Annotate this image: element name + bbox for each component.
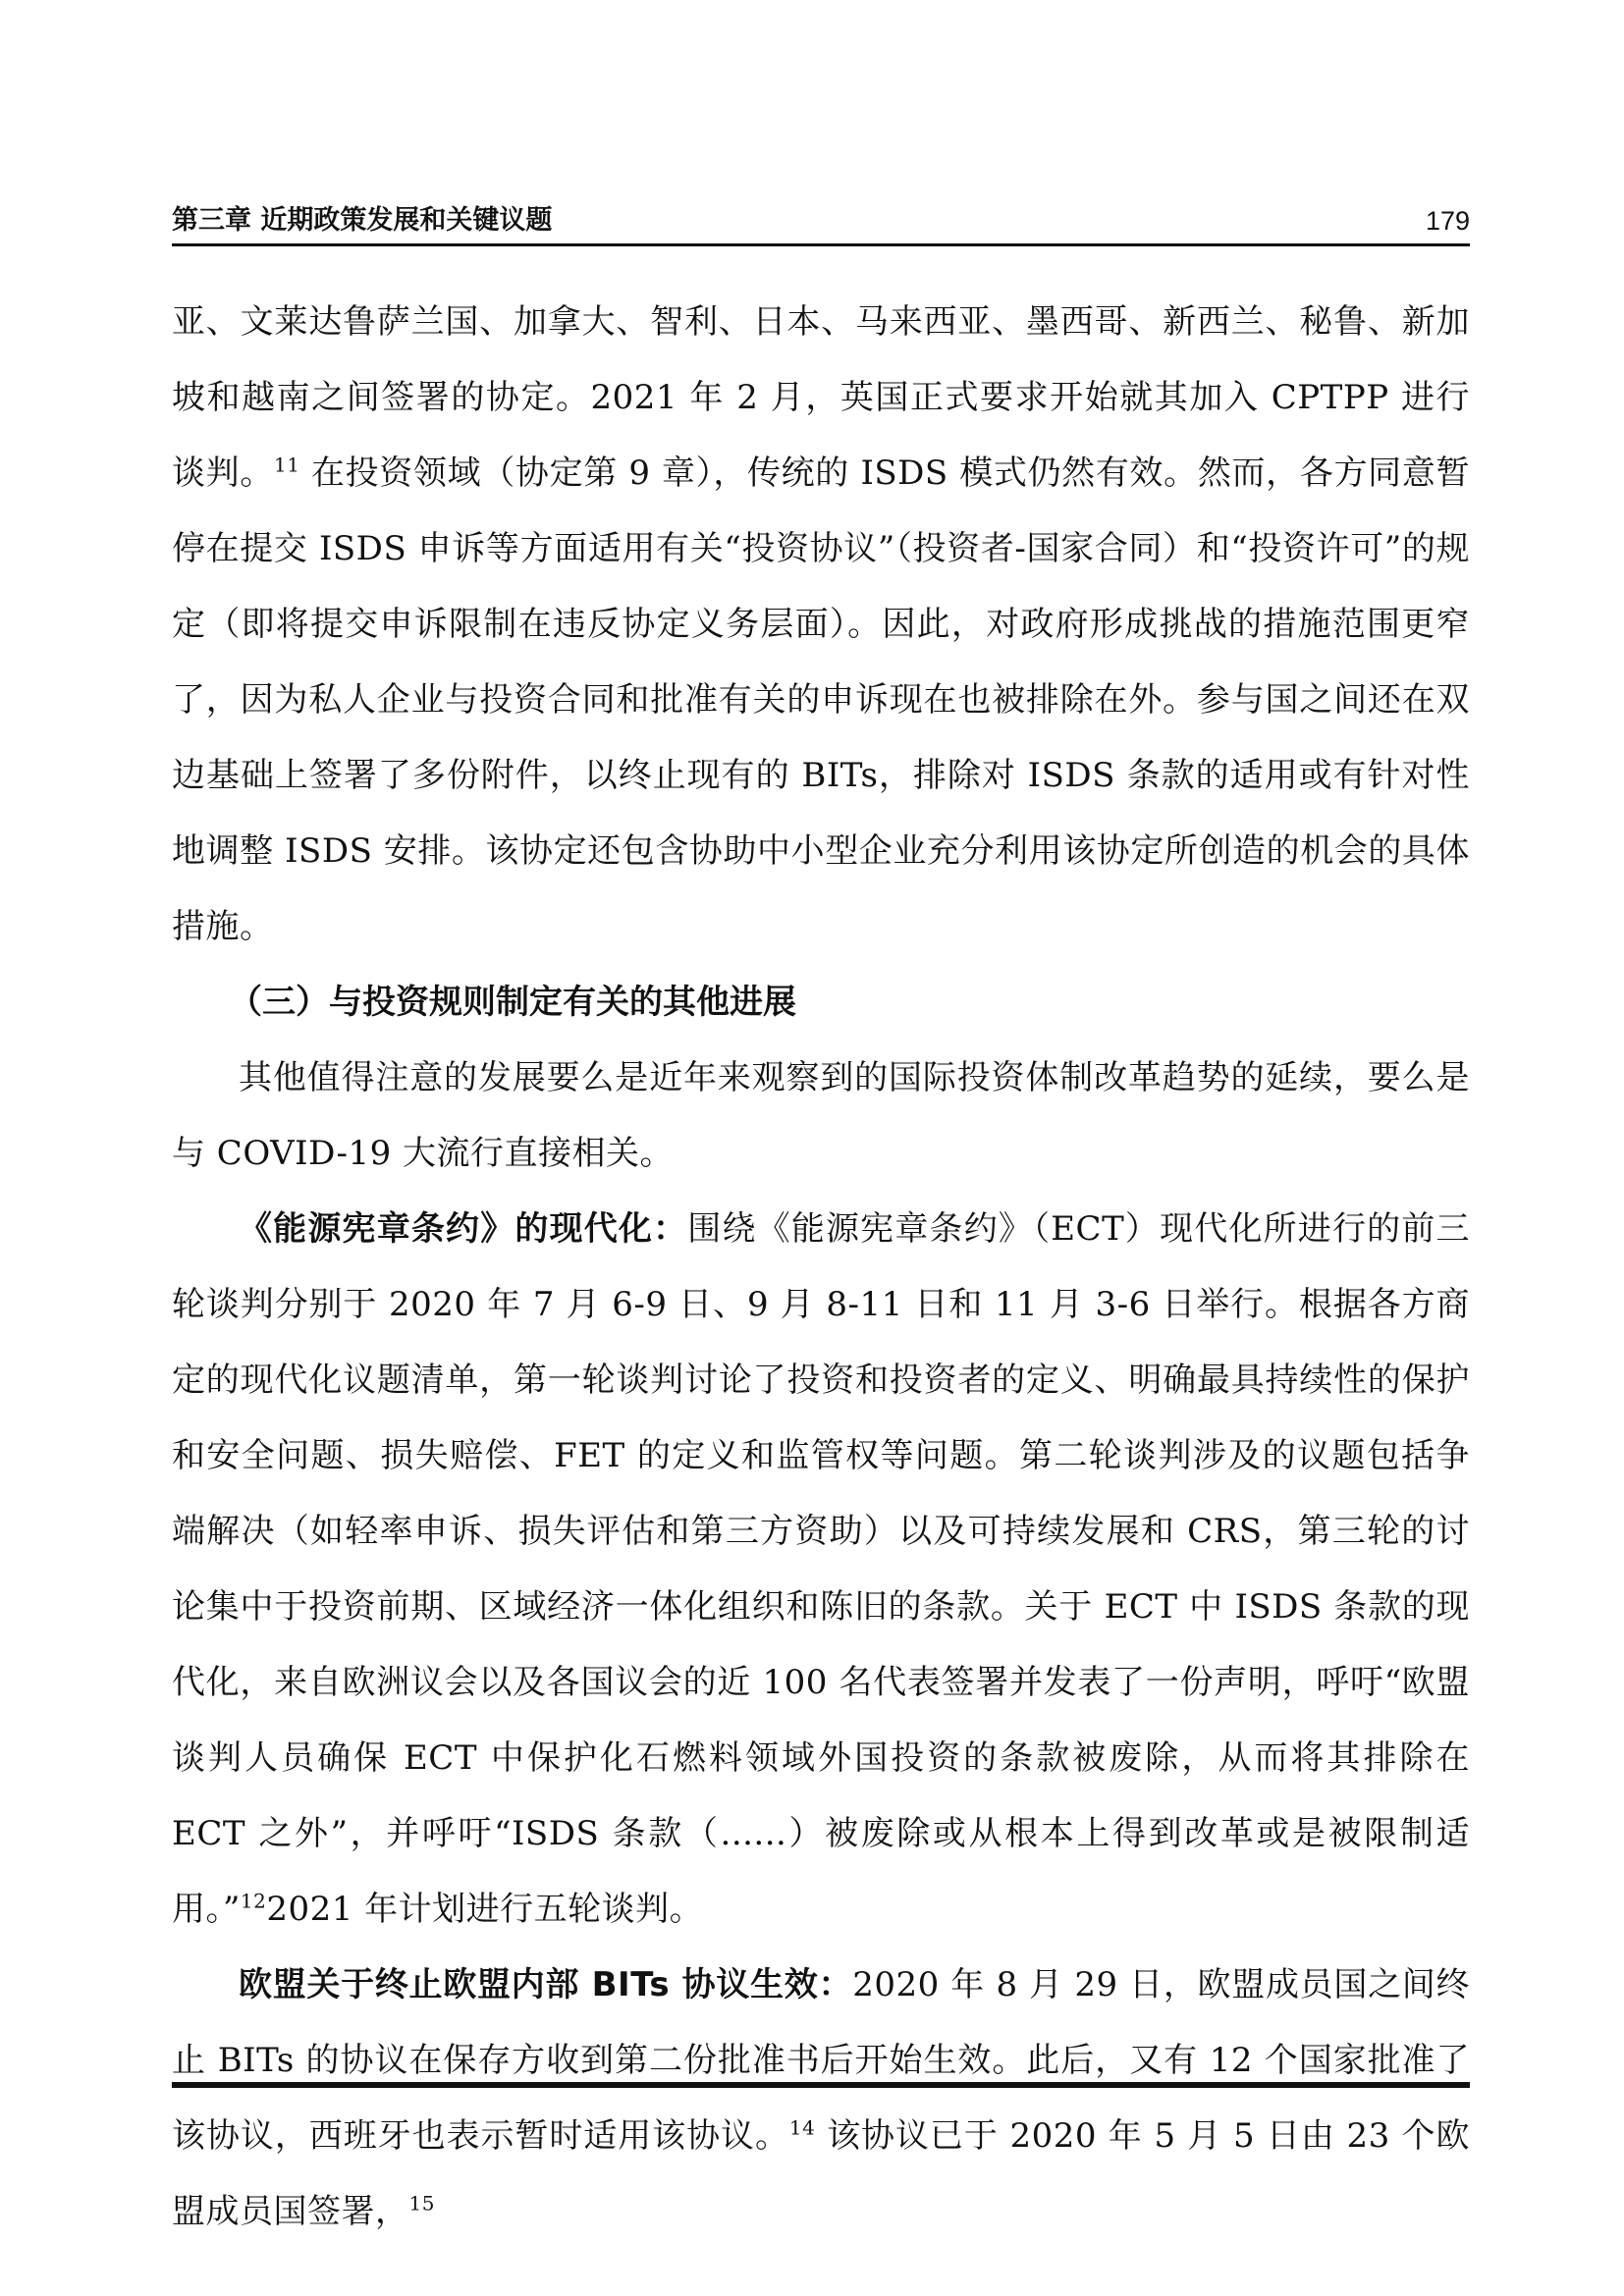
paragraph-lead-ect: 《能源宪章条约》的现代化： [239, 1209, 688, 1249]
chapter-title: 第三章 近期政策发展和关键议题 [172, 205, 553, 236]
footnote-ref-14[interactable]: 14 [788, 2115, 816, 2140]
paragraph-text: 亚、文莱达鲁萨兰国、加拿大、智利、日本、马来西亚、墨西哥、新西兰、秘鲁、新加坡和越南之间签署的协定。2021 年 2 月，英国正式要求开始就其加入 CPTPP 进行谈判。 [172, 302, 1470, 493]
section-heading: （三）与投资规则制定有关的其他进展 [229, 983, 796, 1022]
paragraph-lead-eu: 欧盟关于终止欧盟内部 BITs 协议生效： [239, 1965, 853, 2004]
footnote-ref-11[interactable]: 11 [274, 453, 300, 477]
paragraph-text: 在投资领域（协定第 9 章），传统的 ISDS 模式仍然有效。然而，各方同意暂停在提交 ISDS 申诉等方面适用有关“投资协议”（投资者-国家合同）和“投资许可”的规定（即将提交申诉限制在违反协定义务层面）。因此，对政府形成挑战的措施范围更窄了，因为私人企业与投资合同和批准有关的申诉现在也被排除在外。参与国之间还在双边基础上签署了多份附件，以终止现有的 BITs，排除对 ISDS 条款的适用或有针对性地调整 ISDS 安排。该协定还包含协助中小型企业充分利用该协定所创造的机会的具体措施。 [172, 454, 1470, 946]
document-body [172, 285, 1470, 2250]
footer-rule [172, 2082, 1470, 2088]
paragraph-text: 2021 年计划进行五轮谈判。 [266, 1890, 704, 1929]
paragraph-text: 2020 年 8 月 29 日，欧盟成员国之间终止 BITs 的协议在保存方收到第二份批准书后开始生效。此后，又有 12 个国家批准了该协议，西班牙也表示暂时适用该协议。 [172, 1965, 1470, 2156]
paragraph-text: 该协议已于 2020 年 5 月 5 日由 23 个欧盟成员国签署， [172, 2116, 1470, 2231]
paragraph-ect-modernization [172, 1192, 1470, 1948]
footnote-ref-12[interactable]: 12 [240, 1889, 267, 1913]
paragraph-other-developments: 其他值得注意的发展要么是近年来观察到的国际投资体制改革趋势的延续，要么是与 COVID-19 大流行直接相关。 [172, 1058, 1470, 1173]
paragraph-text: 围绕《能源宪章条约》（ECT）现代化所进行的前三轮谈判分别于 2020 年 7 月 6-9 日、9 月 8-11 日和 11 月 3-6 日举行。根据各方商定的现代化议题清单，第一轮谈判讨论了投资和投资者的定义、明确最具持续性的保护和安全问题、损失赔偿、FET 的定义和监管权等问题。第二轮谈判涉及的议题包括争端解决（如轻率申诉、损失评估和第三方资助）以及可持续发展和 CRS，第三轮的讨论集中于投资前期、区域经济一体化组织和陈旧的条款。关于 ECT 中 ISDS 条款的现代化，来自欧洲议会以及各国议会的近 100 名代表签署并发表了一份声明，呼吁“欧盟谈判人员确保 ECT 中保护化石燃料领域外国投资的条款被废除，从而将其排除在 ECT 之外”，并呼吁“ISDS 条款（......）被废除或从根本上得到改革或是被限制适用。” [172, 1209, 1471, 1929]
header-rule [172, 243, 1470, 246]
paragraph-cptpp [172, 285, 1470, 965]
paragraph-eu-bits [172, 1948, 1470, 2250]
footnote-ref-15[interactable]: 15 [408, 2191, 435, 2216]
running-header [172, 202, 1470, 240]
page-number: 179 [1425, 206, 1470, 236]
